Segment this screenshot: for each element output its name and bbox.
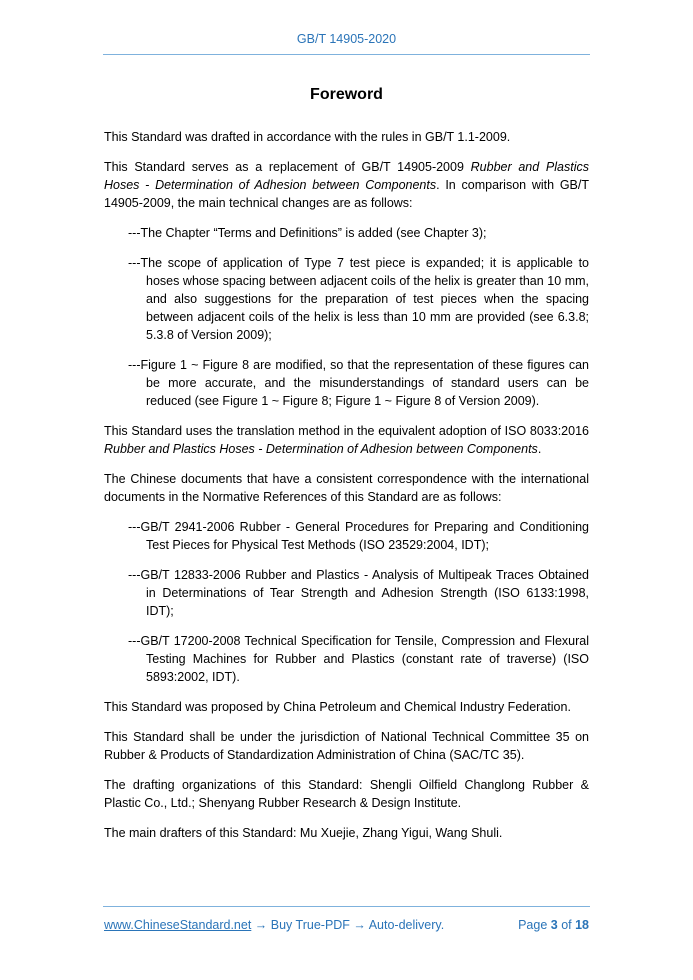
translation-text-end: . xyxy=(537,442,542,456)
page-footer xyxy=(104,918,589,932)
document-id-header: GB/T 14905-2020 xyxy=(296,32,397,46)
replacement-text-start: This Standard serves as a replacement of GB/T 14905-2009 xyxy=(104,160,471,174)
footer-divider xyxy=(103,906,590,907)
website-link[interactable]: www.ChineseStandard.net xyxy=(104,918,252,932)
footer-tagline: → Buy True-PDF → Auto-delivery. xyxy=(251,918,445,932)
total-pages: 18 xyxy=(575,918,589,932)
page-label: Page xyxy=(518,918,551,932)
change-item-type7: ---The scope of application of Type 7 test piece is expanded; it is applicable to hoses whose spacing between adjacent coils of the helix is greater than 10 mm, and also suggestions for the preparation of test pieces when the spacing between adjacent coils of the helix is less than 10 mm are provided (see 6.3.8; 5.3.8 of Version 2009); xyxy=(128,256,589,342)
reference-item-gbt17200: ---GB/T 17200-2008 Technical Specification for Tensile, Compression and Flexural Testing Machines for Rubber and Plastics (constant rate of traverse) (ISO 5893:2002, IDT). xyxy=(128,634,589,684)
current-page: 3 xyxy=(550,918,558,932)
header-divider xyxy=(103,54,590,55)
reference-item-gbt12833: ---GB/T 12833-2006 Rubber and Plastics - Analysis of Multipeak Traces Obtained in Determinations of Tear Strength and Adhesion Strength (ISO 6133:1998, IDT); xyxy=(128,568,589,618)
replacement-paragraph xyxy=(104,158,589,212)
drafting-rules-paragraph: This Standard was drafted in accordance with the rules in GB/T 1.1-2009. xyxy=(104,130,511,144)
page-title: Foreword xyxy=(310,86,383,103)
replacement-text-end: . In comparison with GB/T 14905-2009, the main technical changes are as follows: xyxy=(104,178,589,210)
proposer-paragraph: This Standard was proposed by China Petroleum and Chemical Industry Federation. xyxy=(104,700,571,714)
of-label: of xyxy=(557,918,576,932)
drafting-organizations-paragraph: The drafting organizations of this Standard: Shengli Oilfield Changlong Rubber & Plastic Co., Ltd.; Shenyang Rubber Research & Design Institute. xyxy=(104,778,589,810)
replacement-title-italic: Rubber and Plastics Hoses - Determination of Adhesion between Components xyxy=(104,160,589,192)
drafters-paragraph: The main drafters of this Standard: Mu Xuejie, Zhang Yigui, Wang Shuli. xyxy=(104,826,503,840)
translation-title-italic: Rubber and Plastics Hoses - Determination of Adhesion between Components xyxy=(104,442,538,456)
foreword-body xyxy=(104,128,589,854)
translation-text-start: This Standard uses the translation method in the equivalent adoption of ISO 8033:2016 xyxy=(104,424,589,438)
reference-item-gbt2941: ---GB/T 2941-2006 Rubber - General Procedures for Preparing and Conditioning Test Pieces for Physical Test Methods (ISO 23529:2004, IDT); xyxy=(128,520,589,552)
change-item-figures: ---Figure 1 ~ Figure 8 are modified, so that the representation of these figures can be more accurate, and the misunderstandings of standard users can be reduced (see Figure 1 ~ Figure 8; Figure 1 ~ Figure 8 of Version 2009). xyxy=(128,358,589,408)
translation-method-paragraph xyxy=(104,422,589,458)
change-item-terms: ---The Chapter “Terms and Definitions” is added (see Chapter 3); xyxy=(128,226,487,240)
jurisdiction-paragraph: This Standard shall be under the jurisdiction of National Technical Committee 35 on Rubber & Products of Standardization Administration of China (SAC/TC 35). xyxy=(104,730,589,762)
correspondence-paragraph: The Chinese documents that have a consistent correspondence with the international documents in the Normative References of this Standard are as follows: xyxy=(104,472,589,504)
page-number xyxy=(518,918,589,932)
